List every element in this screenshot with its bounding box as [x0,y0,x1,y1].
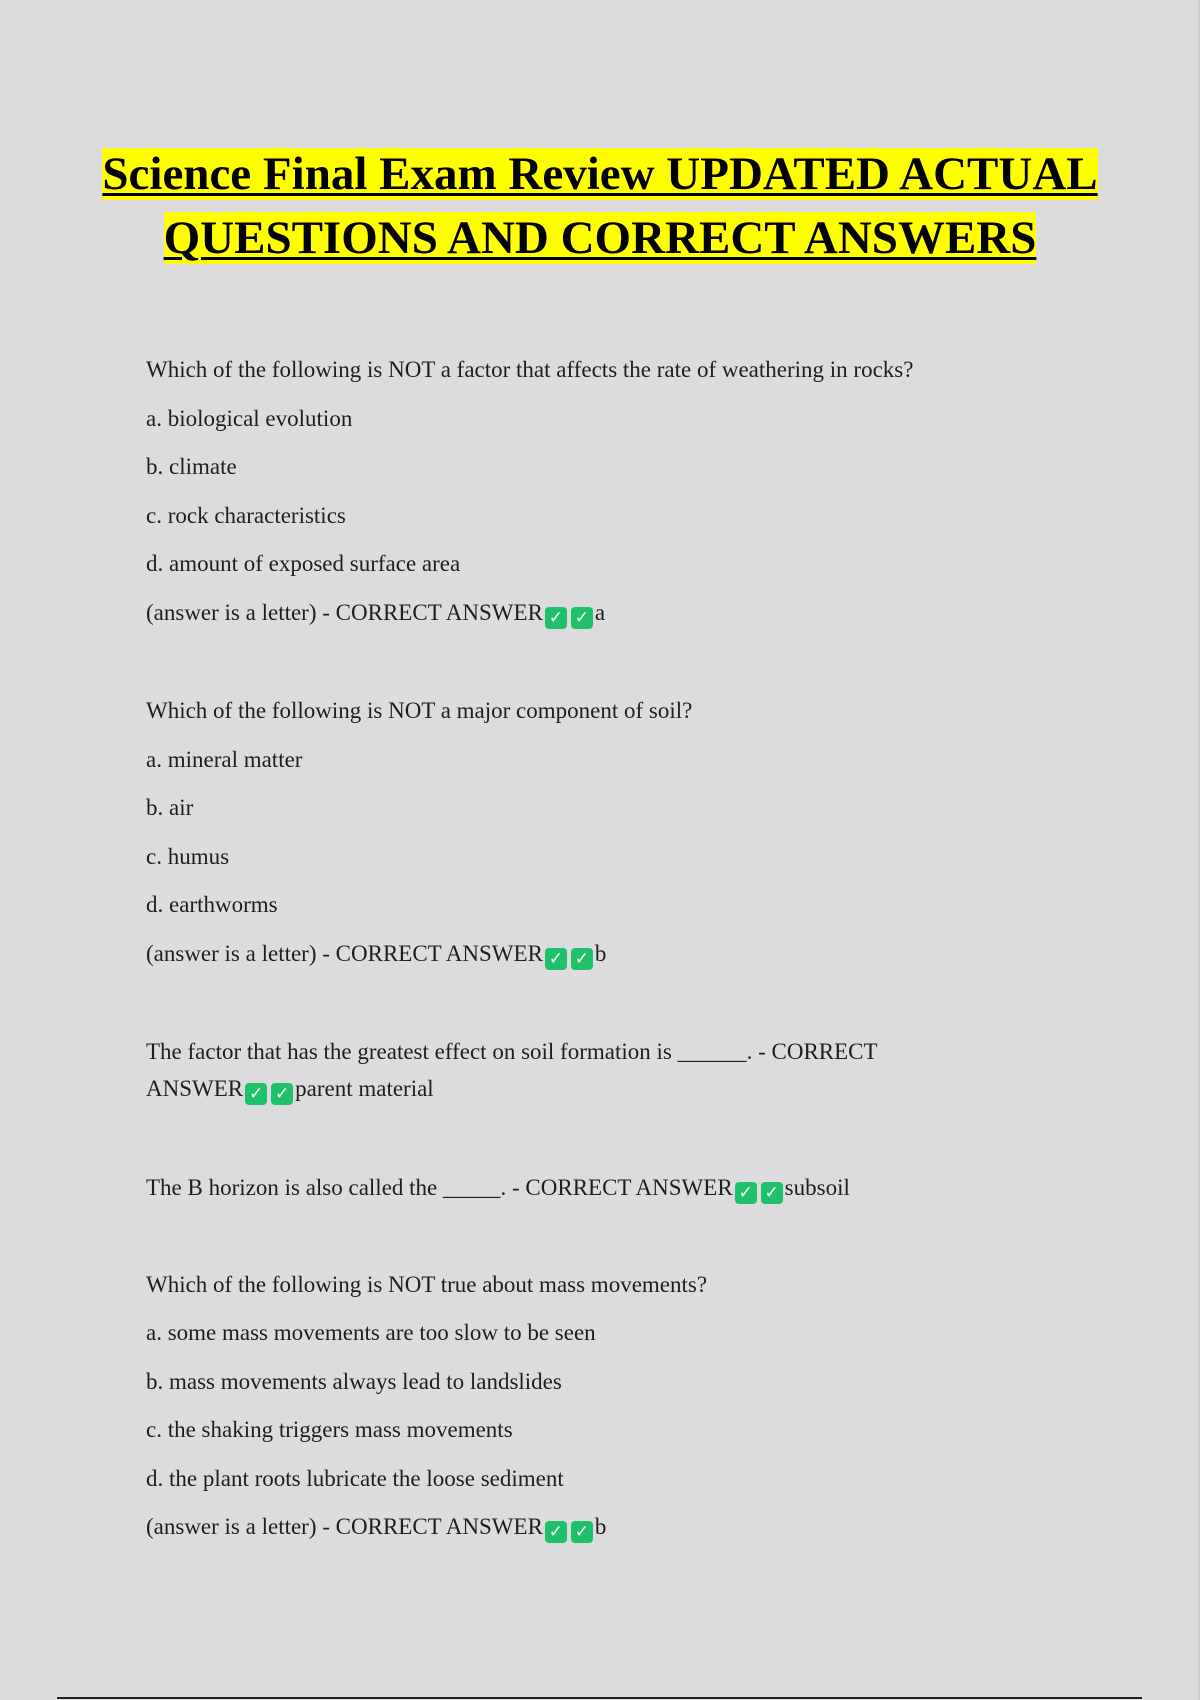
answer-prefix: (answer is a letter) - CORRECT ANSWER [146,599,543,625]
option: c. rock characteristics [146,502,346,528]
option: b. mass movements always lead to landslides [146,1368,562,1394]
answer-value: parent material [295,1076,434,1101]
option: a. mineral matter [146,746,303,772]
title-highlight: Science Final Exam Review UPDATED ACTUAL QUESTIONS AND CORRECT ANSWERS [102,148,1098,264]
question-block-5 [146,1270,1046,1561]
option: a. biological evolution [146,405,353,431]
question-block-2 [146,696,1046,987]
check-mark-icon: ✓ [545,948,567,970]
question-text: The B horizon is also called the _____. - CORRECT ANSWER [146,1175,733,1200]
answer-line [146,939,1046,988]
option: d. amount of exposed surface area [146,551,461,576]
question-block-3 [146,1033,946,1107]
check-mark-icon: ✓ [545,607,567,629]
option: b. air [146,795,194,820]
answer-prefix: (answer is a letter) - CORRECT ANSWER [146,1514,543,1539]
check-mark-icon: ✓ [571,948,593,970]
option: a. some mass movements are too slow to be seen [146,1320,596,1345]
question-text: The factor that has the greatest effect on soil formation is ______. - CORRECT ANSWER [146,1039,878,1101]
option: d. earthworms [146,892,278,917]
document-body [146,355,1046,1561]
check-mark-icon: ✓ [245,1083,267,1105]
answer-value: b [594,1514,607,1539]
check-mark-icon: ✓ [571,607,593,629]
option: b. climate [146,454,237,479]
answer-value: a [594,599,606,625]
answer-value: subsoil [784,1175,850,1200]
option: c. humus [146,843,230,869]
question-text: Which of the following is NOT true about mass movements? [146,1271,708,1297]
question-block-1 [146,355,1046,646]
check-mark-icon: ✓ [545,1521,567,1543]
question-block-4 [146,1173,1046,1222]
check-mark-icon: ✓ [761,1182,783,1204]
answer-line [146,1512,1046,1561]
option: d. the plant roots lubricate the loose sediment [146,1465,564,1491]
option: c. the shaking triggers mass movements [146,1417,513,1442]
answer-value: b [594,940,607,966]
answer-prefix: (answer is a letter) - CORRECT ANSWER [146,940,543,966]
question-text: Which of the following is NOT a major component of soil? [146,698,693,723]
question-text: Which of the following is NOT a factor that affects the rate of weathering in rocks? [146,357,914,382]
answer-line [146,598,1046,647]
footer-rule [57,1697,1142,1699]
check-mark-icon: ✓ [571,1521,593,1543]
check-mark-icon: ✓ [271,1083,293,1105]
document-title [100,142,1100,270]
check-mark-icon: ✓ [735,1182,757,1204]
